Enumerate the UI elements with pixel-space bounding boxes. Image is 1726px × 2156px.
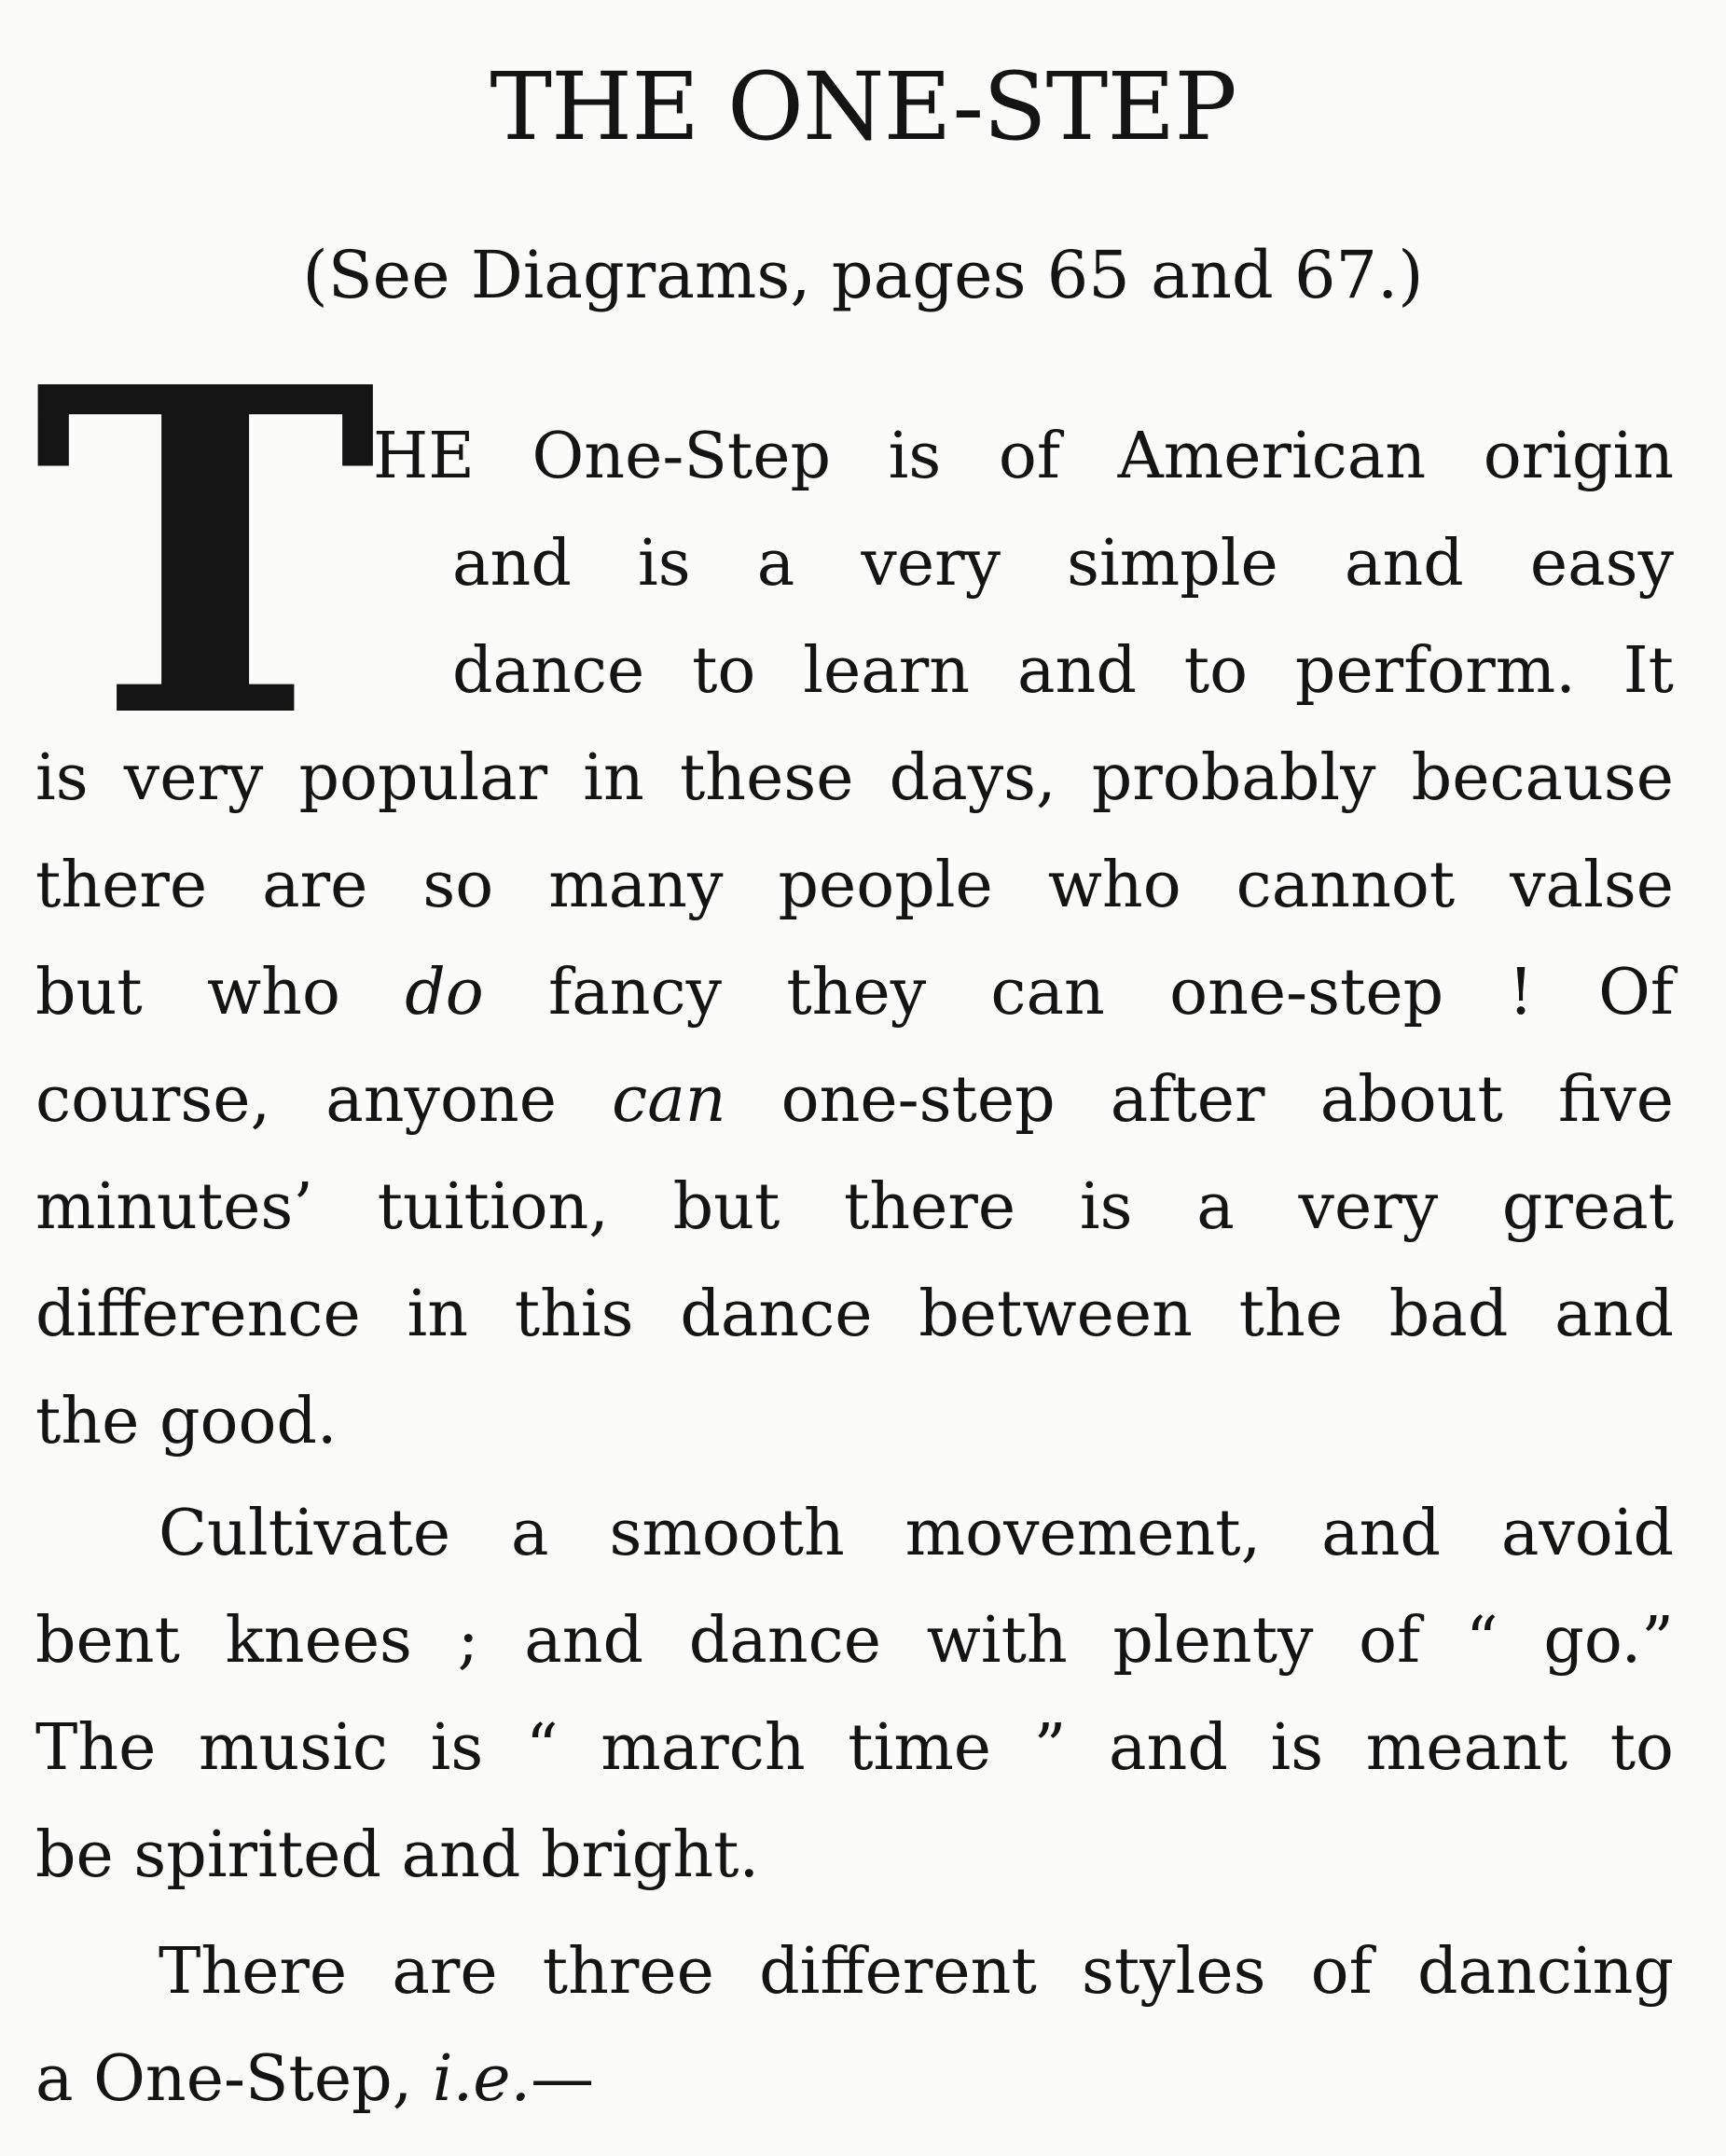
- text-line: [35, 1054, 1674, 1147]
- text-line: Cultivate a smooth movement, and avoid: [159, 1497, 1674, 1570]
- drop-cap-letter: [28, 382, 382, 727]
- text-line: bent knees ; and dance with plenty of “ go.”: [35, 1604, 1674, 1678]
- text-line: there are so many people who cannot valse: [35, 849, 1674, 922]
- italic-segment: i.e.: [432, 2042, 532, 2116]
- text-line: is very popular in these days, probably because: [35, 741, 1674, 815]
- page-subtitle: (See Diagrams, pages 65 and 67.): [302, 237, 1424, 313]
- italic-segment: can: [612, 1063, 726, 1137]
- text-line: the good.: [35, 1385, 338, 1458]
- text-line: HE One-Step is of American origin: [373, 420, 1674, 493]
- text-segment: one-step after about five: [725, 1063, 1674, 1137]
- text-line: difference in this dance between the bad and: [35, 1278, 1674, 1351]
- text-line: [35, 947, 1674, 1040]
- text-line: dance to learn and to perform. It: [452, 634, 1674, 708]
- page-title: THE ONE-STEP: [490, 52, 1236, 161]
- italic-segment: do: [405, 956, 484, 1030]
- text-segment: —: [531, 2042, 595, 2116]
- text-segment: fancy they can one-step ! Of: [483, 956, 1674, 1030]
- text-line: minutes’ tuition, but there is a very great: [35, 1170, 1674, 1244]
- text-line: [35, 2033, 1674, 2126]
- text-line: The music is “ march time ” and is meant to: [35, 1711, 1674, 1785]
- text-segment: a One-Step,: [35, 2042, 433, 2116]
- drop-cap-glyph: T: [33, 382, 378, 727]
- text-line: be spirited and bright.: [35, 1818, 760, 1892]
- text-segment: but who: [35, 956, 406, 1030]
- text-line: There are three different styles of dancing: [159, 1935, 1674, 2009]
- text-line: and is a very simple and easy: [452, 527, 1674, 601]
- text-segment: course, anyone: [35, 1063, 613, 1137]
